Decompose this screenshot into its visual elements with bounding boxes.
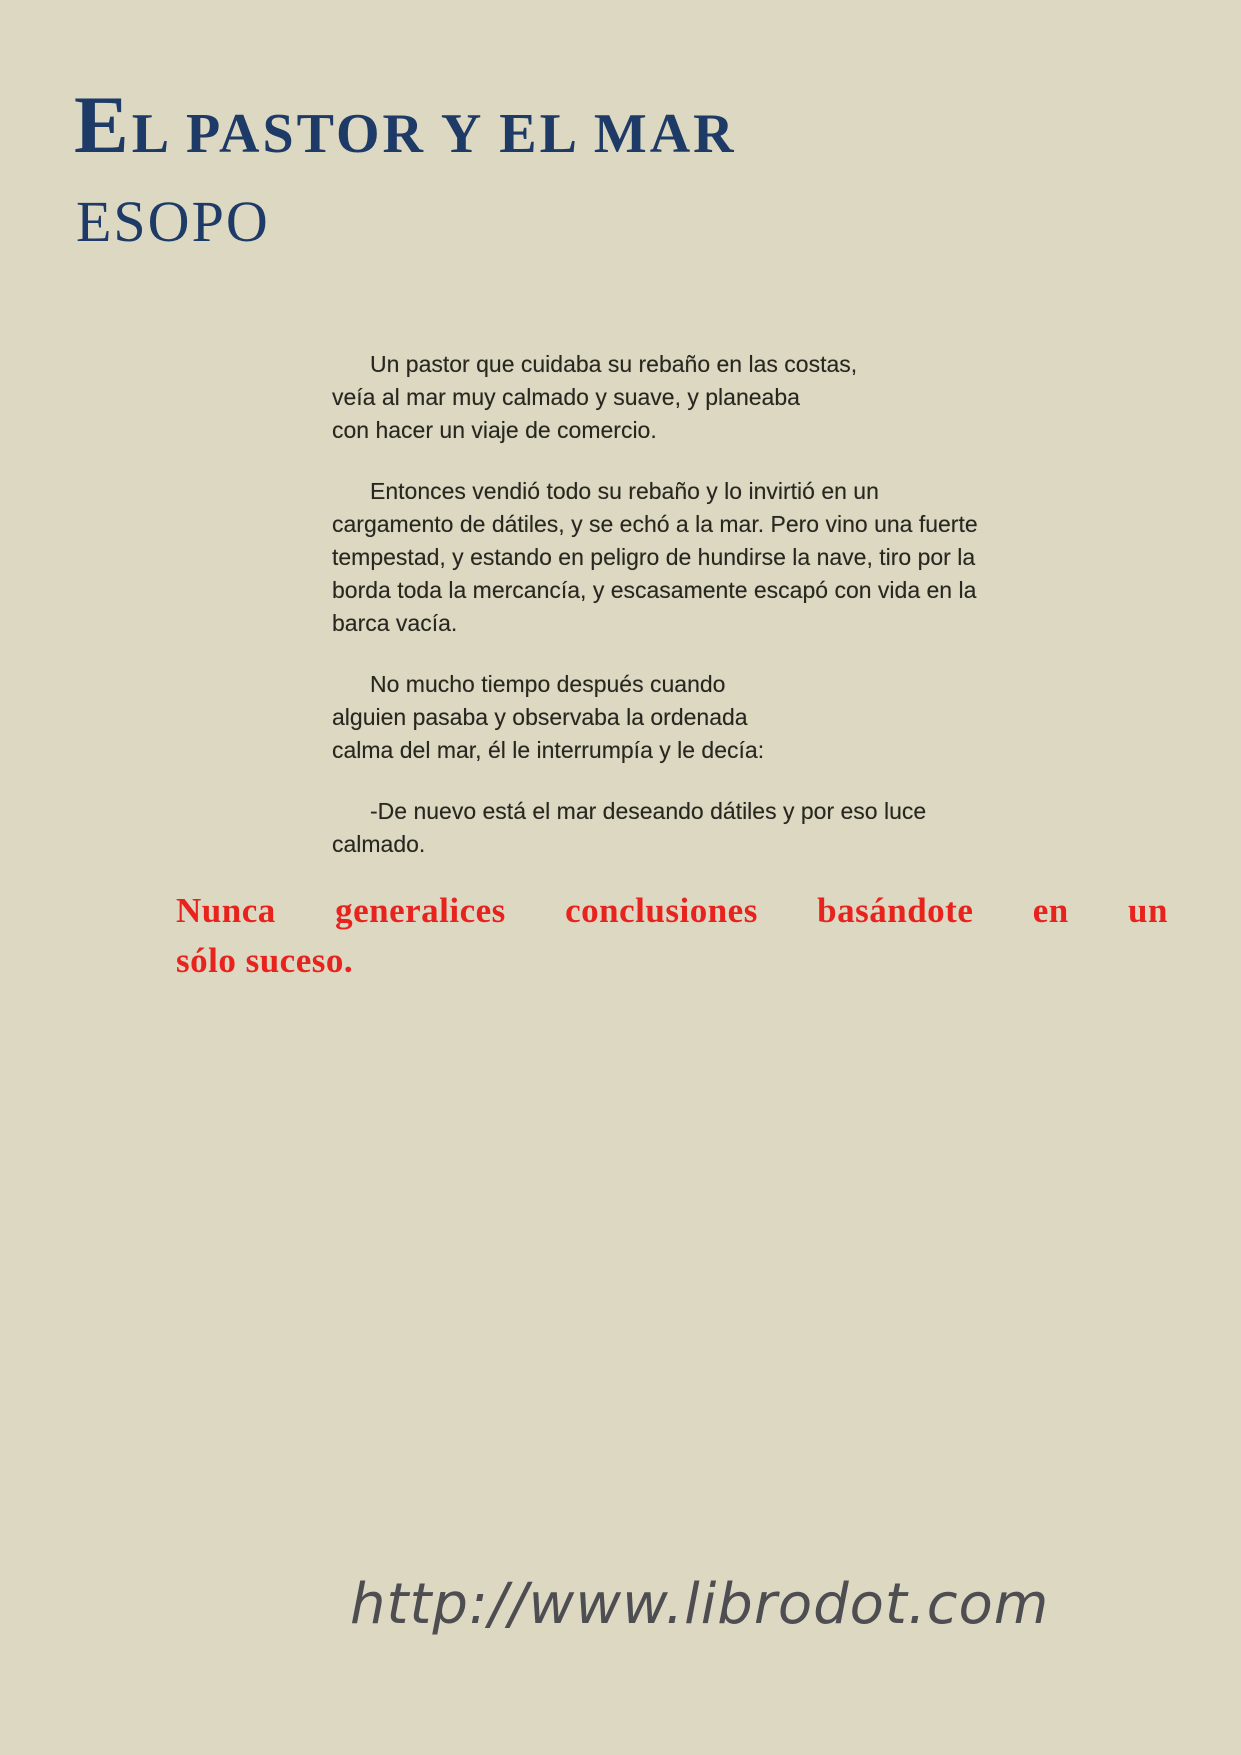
paragraph [332, 475, 1092, 640]
paragraph-line: Entonces vendió todo su rebaño y lo invirtió en un [370, 478, 879, 504]
paragraph-line: cargamento de dátiles, y se echó a la mar. Pero vino una fuerte [332, 511, 978, 537]
paragraph-line: tempestad, y estando en peligro de hundirse la nave, tiro por la [332, 544, 976, 570]
story-body [332, 348, 1092, 889]
moral-text [176, 886, 1168, 986]
paragraph-line: alguien pasaba y observaba la ordenada [332, 704, 748, 730]
author-name: ESOPO [76, 189, 270, 254]
paragraph-line: Un pastor que cuidaba su rebaño en las costas, [370, 351, 858, 377]
paragraph-line: calma del mar, él le interrumpía y le decía: [332, 737, 765, 763]
page-title: EL PASTOR Y EL MAR [74, 79, 737, 170]
paragraph [332, 795, 1092, 861]
paragraph [332, 348, 1092, 447]
paragraph-line: veía al mar muy calmado y suave, y planeaba [332, 384, 800, 410]
paragraph-line: -De nuevo está el mar deseando dátiles y por eso luce [370, 798, 927, 824]
paragraph-line: calmado. [332, 831, 426, 857]
paragraph-line: barca vacía. [332, 610, 458, 636]
paragraph-line: No mucho tiempo después cuando [370, 671, 726, 697]
website-url: http://www.librodot.com [350, 1572, 1050, 1637]
paragraph-line: con hacer un viaje de comercio. [332, 417, 657, 443]
moral-line-1: Nunca generalices conclusiones basándote en un [176, 891, 1168, 930]
paragraph-line: borda toda la mercancía, y escasamente escapó con vida en la [332, 577, 977, 603]
paragraph [332, 668, 1092, 767]
moral-line-2: sólo suceso. [176, 941, 354, 980]
